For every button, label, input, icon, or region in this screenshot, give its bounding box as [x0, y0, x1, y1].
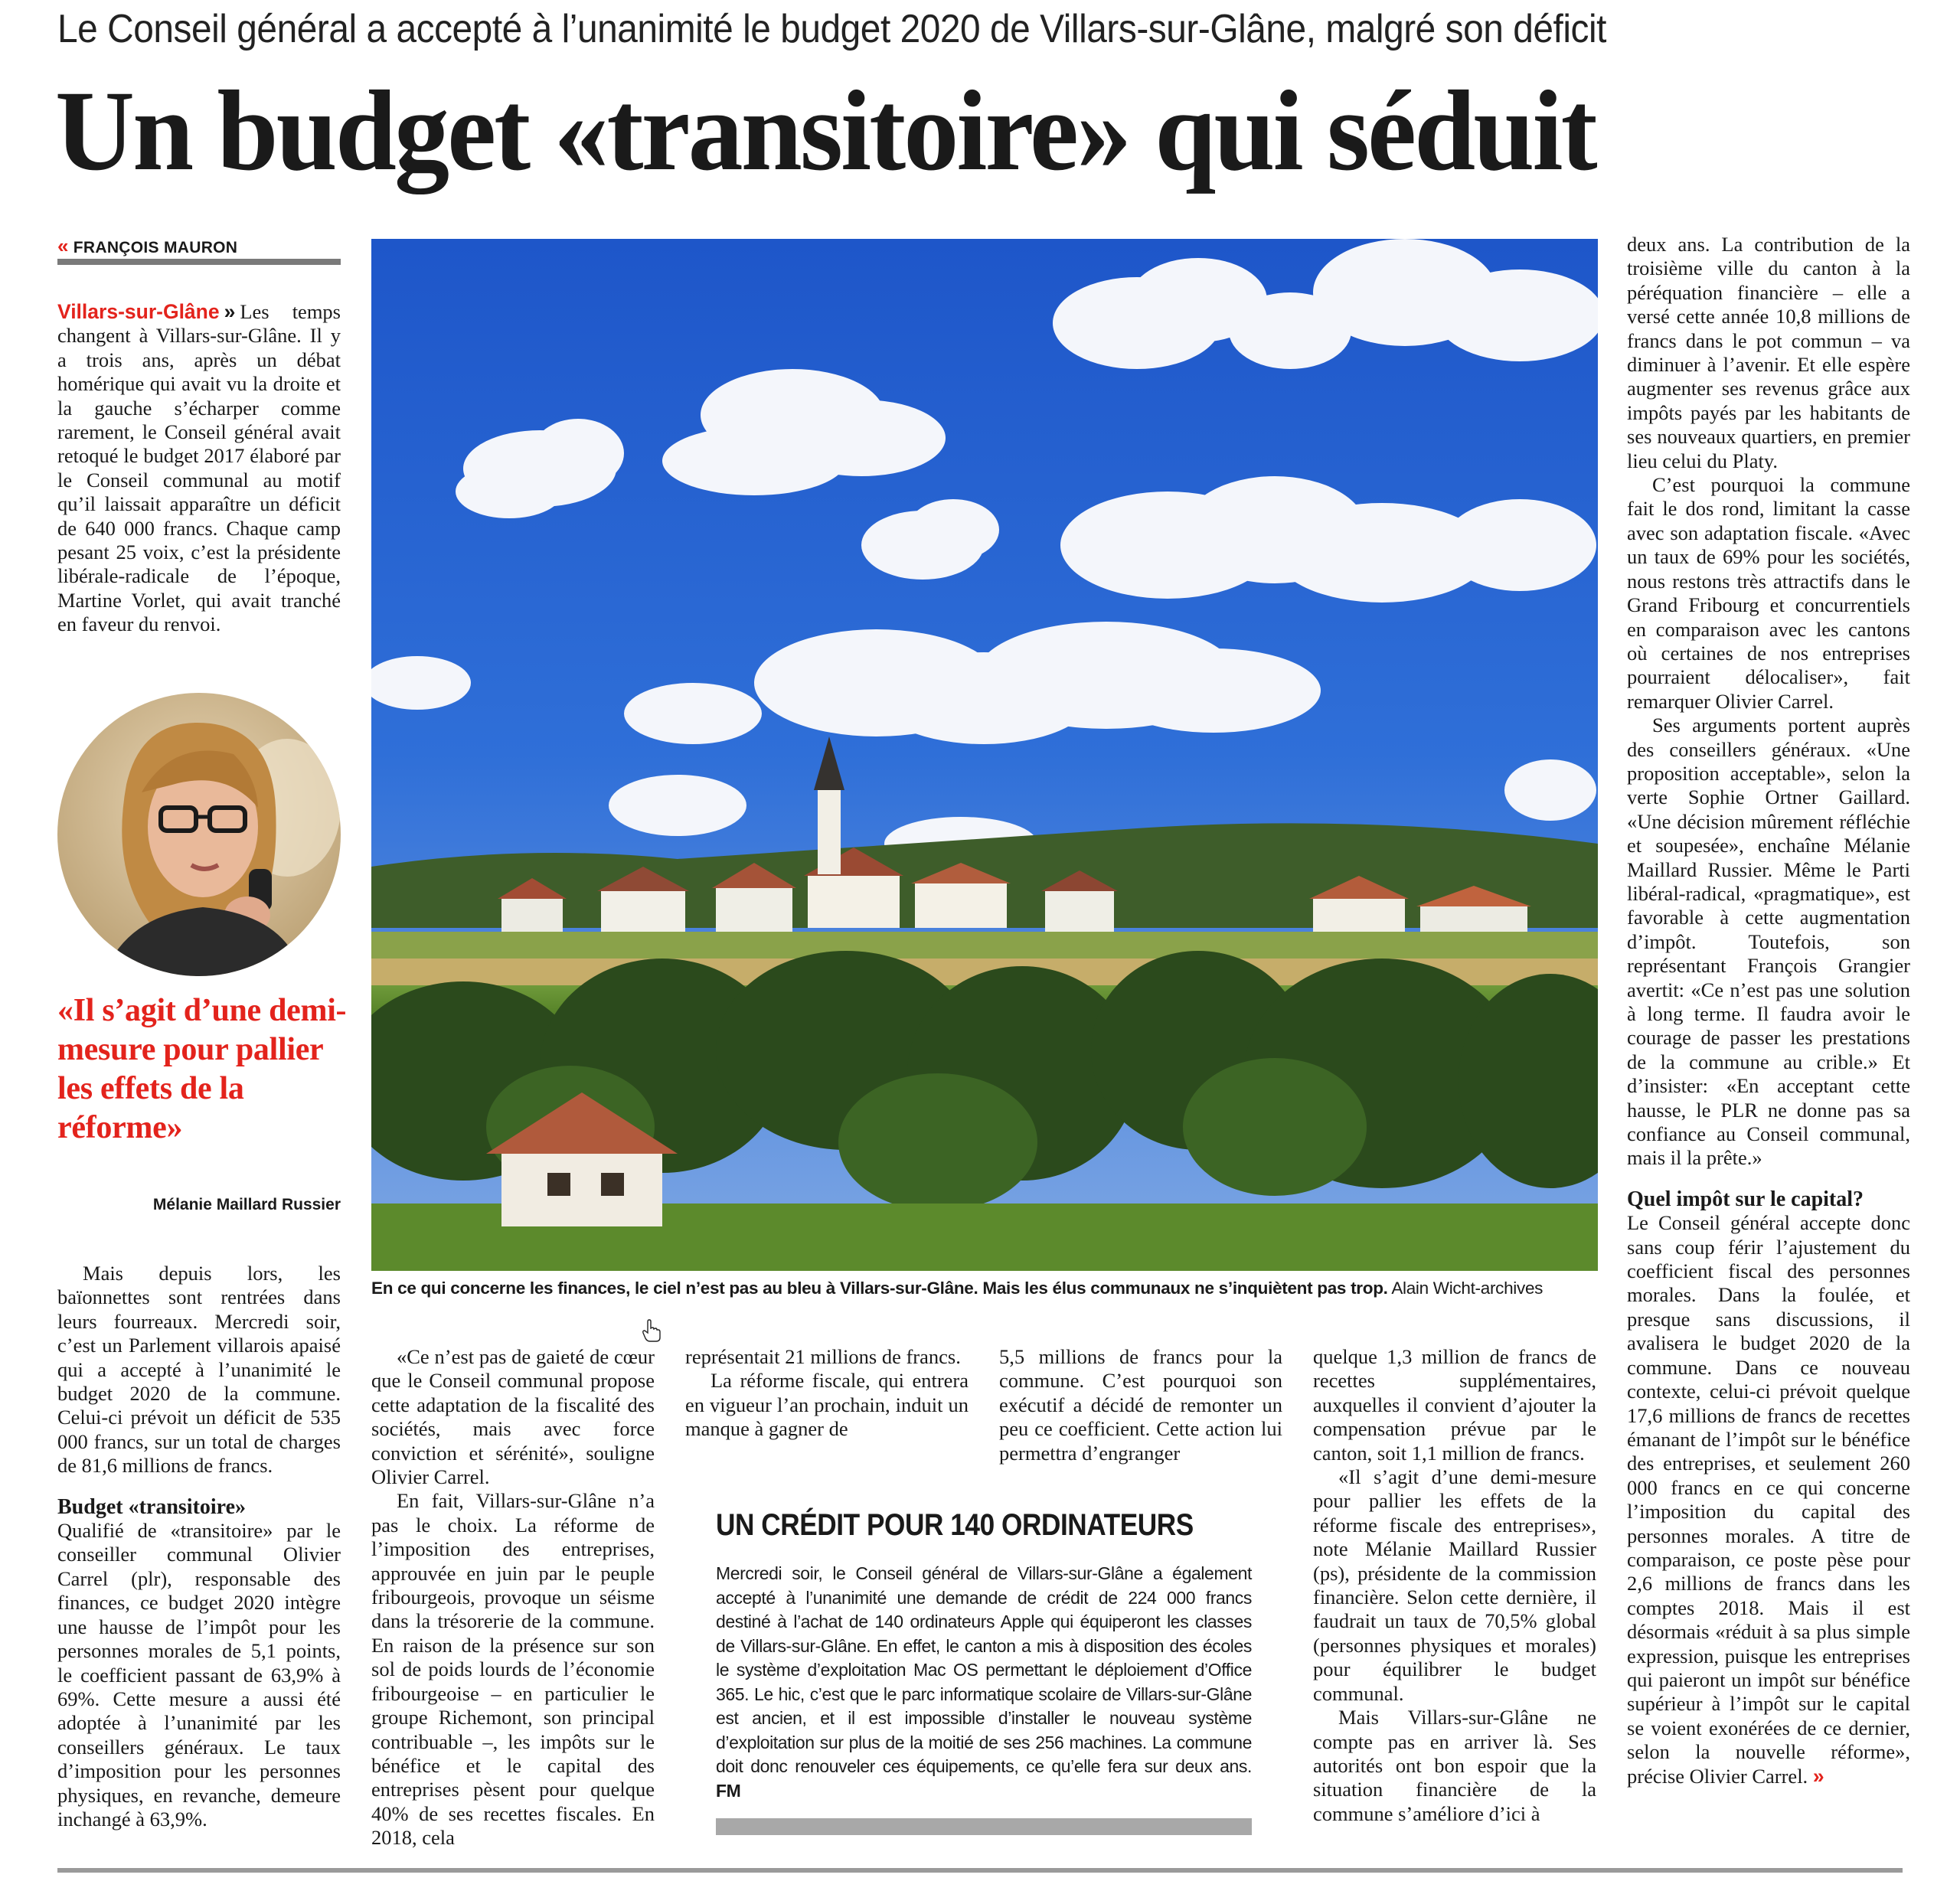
- column-1-top: [57, 300, 341, 637]
- column-5: [1313, 1345, 1596, 1826]
- sidebar-box-signature: FM: [716, 1780, 741, 1801]
- portrait-photo: [57, 693, 341, 976]
- hand-pointer-cursor-icon: [642, 1319, 662, 1342]
- byline-divider: [57, 259, 341, 265]
- paragraph: 5,5 millions de francs pour la commune. C’est pourquoi son exécutif a décidé de remonter un peu ce coefficient. Cette action lui permettra d’engranger: [999, 1345, 1282, 1465]
- paragraph: Ses arguments portent auprès des conseillers généraux. «Une proposition acceptable», selon la verte Sophie Ortner Gaillard. «Une décision mûrement réfléchie et soupesée», enchaîne Mélanie Maillard Russier. Même le Parti libéral-radical, «pragmatique», est favorable à cette augmentation d’impôt. Toutefois, son représentant François Grangier avertit: «Ce n’est pas une solution à long terme. Il faudra avoir le courage de passer les prestations de la commune au crible.» Et d’insister: «En acceptant cette hausse, le PLR ne donne pas sa confiance au Conseil communal, mais il la prête.»: [1627, 714, 1910, 1170]
- caption-text: En ce qui concerne les finances, le ciel n’est pas au bleu à Villars-sur-Glâne. Mais les élus communaux ne s’inquiètent pas trop.: [371, 1279, 1388, 1298]
- subhead-impot-capital: Quel impôt sur le capital?: [1627, 1187, 1864, 1211]
- paragraph: En fait, Villars-sur-Glâne n’a pas le choix. La réforme de l’imposition des entreprises, approuvée en juin par le peuple fribourgeois, provoque un séisme dans la trésorerie de la commune. En raison de la présence sur son sol de poids lourds de l’économie fribourgeoise – en particulier le groupe Richemont, son principal contribuable –, les impôts sur le bénéfice et le capital des entreprises pèsent pour quelque 40% de ses recettes fiscales. En 2018, cela: [371, 1489, 655, 1850]
- sidebar-box-divider: [716, 1818, 1252, 1835]
- column-4: [999, 1345, 1282, 1465]
- paragraph: Mais depuis lors, les baïonnettes sont rentrées dans leurs fourreaux. Mercredi soir, c’est un Parlement villarois apaisé qui a accepté à l’unanimité le budget 2020 de la commune. Celui-ci prévoit un déficit de 535 000 francs, sur un total de charges de 81,6 millions de francs.: [57, 1262, 341, 1478]
- lede-paragraph: [57, 300, 341, 637]
- paragraph: La réforme fiscale, qui entrera en vigueur l’an prochain, induit un manque à gagner de: [685, 1369, 969, 1441]
- paragraph: représentait 21 millions de francs.: [685, 1345, 961, 1368]
- column-6: [1627, 233, 1910, 1788]
- paragraph: Les temps changent à Villars-sur-Glâne. Il y a trois ans, après un débat homérique qui avait vu la droite et la gauche s’écharper comme rarement, le Conseil général avait retoqué le budget 2017 élaboré par le Conseil communal au motif qu’il laissait apparaître un déficit de 640 000 francs. Chaque camp pesant 25 voix, c’est la présidente libérale-radicale de l’époque, Martine Vorlet, qui avait tranché en faveur du renvoi.: [57, 300, 341, 636]
- column-3: [685, 1345, 969, 1442]
- end-of-article-chevron-icon: »: [1812, 1764, 1824, 1788]
- author-name: FRANÇOIS MAURON: [73, 239, 238, 256]
- paragraph-text: Le Conseil général accepte donc sans coup férir l’ajustement du coefficient fiscal des personnes morales. Dans la foulée, et presque sans discussions, il avalisera le budget 2020 de la commune. Dans ce nouveau contexte, celui-ci prévoit quelque 17,6 millions de francs de recettes émanant de l’impôt sur le bénéfice des entreprises, et seulement 260 000 francs en ce qui concerne l’imposition du capital des personnes morales. A titre de comparaison, ce poste pèse pour 2,6 millions de francs dans les comptes 2018. Mais il est désormais «réduit à sa plus simple expression, puisque les entreprises qui paieront un impôt sur bénéfice supérieur à l’impôt sur le capital se voient exonérées de ce dernier, selon la nouvelle réforme», précise Olivier Carrel.: [1627, 1211, 1910, 1788]
- pull-quote: «Il s’agit d’une demi-mesure pour pallier les effets de la réforme»: [57, 993, 347, 1145]
- bottom-divider: [57, 1868, 1903, 1873]
- headline: Un budget «transitoire» qui séduit: [55, 67, 1596, 194]
- lede-chevron-icon: »: [224, 300, 236, 323]
- paragraph: quelque 1,3 million de francs de recettes supplémentaires, auxquelles il convient d’ajouter la compensation prévue par le canton, soit 1,1 million de francs.: [1313, 1345, 1596, 1465]
- paragraph: «Il s’agit d’une demi-mesure pour pallier les effets de la réforme fiscale des entreprises», note Mélanie Maillard Russier (ps), présidente de la commission financière. Selon cette dernière, il faudrait un taux de 70,5% global (personnes physiques et morales) pour équilibrer le budget communal.: [1313, 1465, 1596, 1705]
- paragraph: Mais Villars-sur-Glâne ne compte pas en arriver là. Ses autorités ont bon espoir que la situation financière de la commune s’améliore d’ici à: [1313, 1706, 1596, 1825]
- main-photo: [371, 239, 1598, 1271]
- paragraph: «Ce n’est pas de gaieté de cœur que le Conseil communal propose cette adaptation de la fiscalité des sociétés, mais avec force conviction et sérénité», souligne Olivier Carrel.: [371, 1345, 655, 1489]
- paragraph: Qualifié de «transitoire» par le conseiller communal Olivier Carrel (plr), responsable des finances, ce budget 2020 intègre une hausse de l’impôt pour les personnes morales de 5,1 points, le coefficient passant de 63,9% à 69%. Cette mesure a aussi été adoptée à l’unanimité par les conseillers généraux. Le taux d’imposition pour les personnes physiques, en revanche, demeure inchangé à 63,9%.: [57, 1519, 341, 1831]
- pull-quote-author: Mélanie Maillard Russier: [152, 1196, 341, 1213]
- byline-chevron-icon: «: [57, 234, 69, 257]
- column-1-bottom: [57, 1262, 341, 1831]
- landscape-photo-image: [371, 239, 1598, 1271]
- portrait-image: [57, 693, 341, 976]
- sidebar-box-text: Mercredi soir, le Conseil général de Villars-sur-Glâne a également accepté à l’unanimité une demande de crédit de 224 000 francs destiné à l’achat de 140 ordinateurs Apple qui équiperont les classes de Villars-sur-Glâne. En effet, le canton a mis à disposition des écoles le système d’exploitation Mac OS permettant le déploiement d’Office 365. Le hic, c’est que le parc informatique scolaire de Villars-sur-Glâne est ancien, et il est impossible d’installer le nouveau système d’exploitation sur plus de la moitié de ses 256 machines. La commune doit donc renouveler ces équipements, ce qu’elle fera sur deux ans.: [716, 1563, 1252, 1776]
- paragraph: [1627, 1211, 1910, 1788]
- kicker-subtitle: Le Conseil général a accepté à l’unanimité le budget 2020 de Villars-sur-Glâne, malgré son déficit: [57, 7, 1607, 51]
- sidebar-box-title: UN CRÉDIT POUR 140 ORDINATEURS: [716, 1508, 1194, 1542]
- lede-place: Villars-sur-Glâne: [57, 300, 220, 323]
- photo-caption: [371, 1279, 1598, 1298]
- photo-credit: Alain Wicht-archives: [1391, 1279, 1544, 1298]
- paragraph: C’est pourquoi la commune fait le dos rond, limitant la casse avec son adaptation fiscale. «Avec un taux de 69% pour les sociétés, nous restons très attractifs dans le Grand Fribourg et concurrentiels en comparaison avec les cantons où certaines de nos entreprises pourraient délocaliser», fait remarquer Olivier Carrel.: [1627, 473, 1910, 713]
- paragraph: deux ans. La contribution de la troisième ville du canton à la péréquation financière – elle a versé cette année 10,8 millions de francs dans le pot commun – va diminuer à l’avenir. Et elle espère augmenter ses revenus grâce aux impôts payés par les habitants de ses nouveaux quartiers, en premier lieu celui du Platy.: [1627, 233, 1910, 472]
- column-2: [371, 1345, 655, 1850]
- sidebar-box-body: [716, 1562, 1252, 1803]
- byline: [57, 234, 237, 258]
- subhead-budget-transitoire: Budget «transitoire»: [57, 1494, 247, 1519]
